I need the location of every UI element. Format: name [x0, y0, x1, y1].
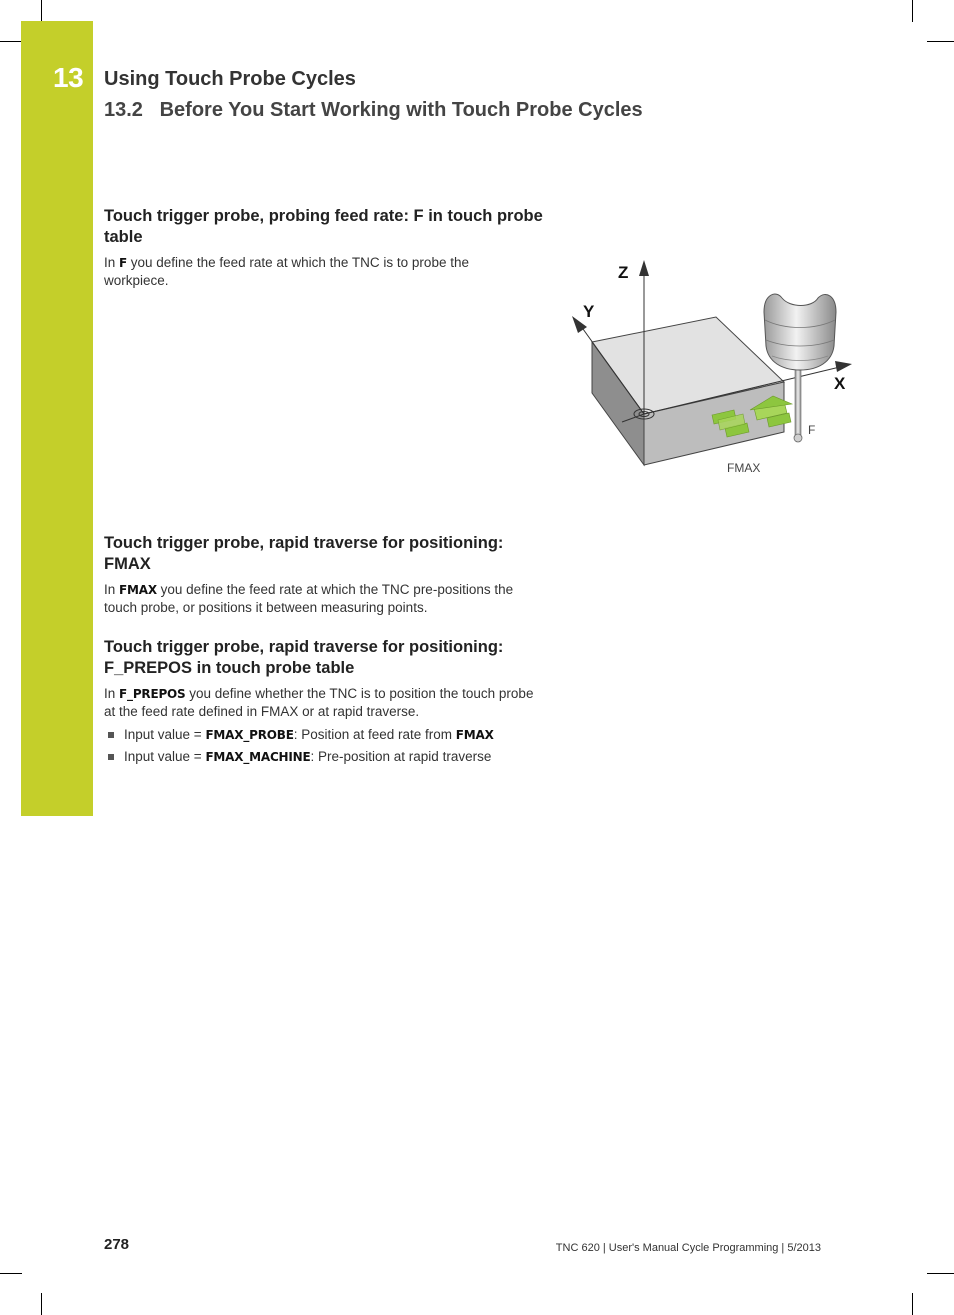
code-term: F_PREPOS	[119, 687, 186, 701]
code-term: FMAX	[119, 583, 157, 597]
code-term: FMAX_MACHINE	[205, 750, 311, 764]
section-body-f-prepos: In F_PREPOS you define whether the TNC is to position the touch probe at the feed rate defined in FMAX or at rapid traverse.	[104, 686, 534, 719]
crop-mark	[41, 1293, 42, 1315]
footer-text: TNC 620 | User's Manual Cycle Programming | 5/2013	[555, 1242, 821, 1254]
list-item: Input value = FMAX_MACHINE: Pre-position at rapid traverse	[104, 746, 544, 768]
crop-mark	[0, 41, 22, 42]
page-number: 278	[104, 1236, 130, 1253]
axis-z-arrow-icon	[639, 260, 649, 276]
section-body-fmax: In FMAX you define the feed rate at which the TNC pre-positions the touch probe, or positions it between measuring points.	[104, 582, 514, 615]
section-heading-f-prepos: Touch trigger probe, rapid traverse for positioning: F_PREPOS in touch probe table	[104, 638, 504, 677]
axis-x-arrow-icon	[835, 361, 852, 372]
section-heading-feed-rate: Touch trigger probe, probing feed rate: F in touch probe table	[104, 207, 543, 246]
axis-y-label: Y	[583, 302, 595, 321]
code-term: FMAX_PROBE	[205, 728, 294, 742]
crop-mark	[927, 1273, 954, 1274]
chapter-title: Using Touch Probe Cycles	[104, 68, 356, 90]
section-title-text: Before You Start Working with Touch Probe Cycles	[159, 99, 643, 121]
section-title	[104, 99, 643, 122]
crop-mark	[912, 0, 913, 22]
probe-tip	[794, 434, 802, 442]
crop-mark	[0, 1273, 22, 1274]
feed-f-label: F	[808, 423, 816, 437]
chapter-sidebar	[21, 21, 93, 816]
crop-mark	[912, 1293, 913, 1315]
crop-mark	[41, 0, 42, 22]
probe-body	[764, 294, 836, 370]
input-value-list	[104, 724, 544, 768]
probe-stylus	[795, 365, 801, 435]
section-heading-fmax: Touch trigger probe, rapid traverse for positioning: FMAX	[104, 534, 504, 573]
code-term: F	[119, 256, 128, 270]
crop-mark	[927, 41, 954, 42]
bullet-square-icon	[108, 754, 114, 760]
list-item: Input value = FMAX_PROBE: Position at feed rate from FMAX	[104, 724, 544, 746]
axis-x-label: X	[834, 374, 846, 393]
code-term: FMAX	[455, 728, 494, 742]
touch-probe-illustration	[560, 250, 860, 480]
axis-z-label: Z	[618, 263, 629, 282]
chapter-number: 13	[53, 62, 84, 93]
section-number: 13.2	[104, 99, 143, 121]
section-body-feed-rate: In F you define the feed rate at which the TNC is to probe the workpiece.	[104, 255, 469, 288]
bullet-square-icon	[108, 732, 114, 738]
fmax-label: FMAX	[727, 461, 761, 475]
